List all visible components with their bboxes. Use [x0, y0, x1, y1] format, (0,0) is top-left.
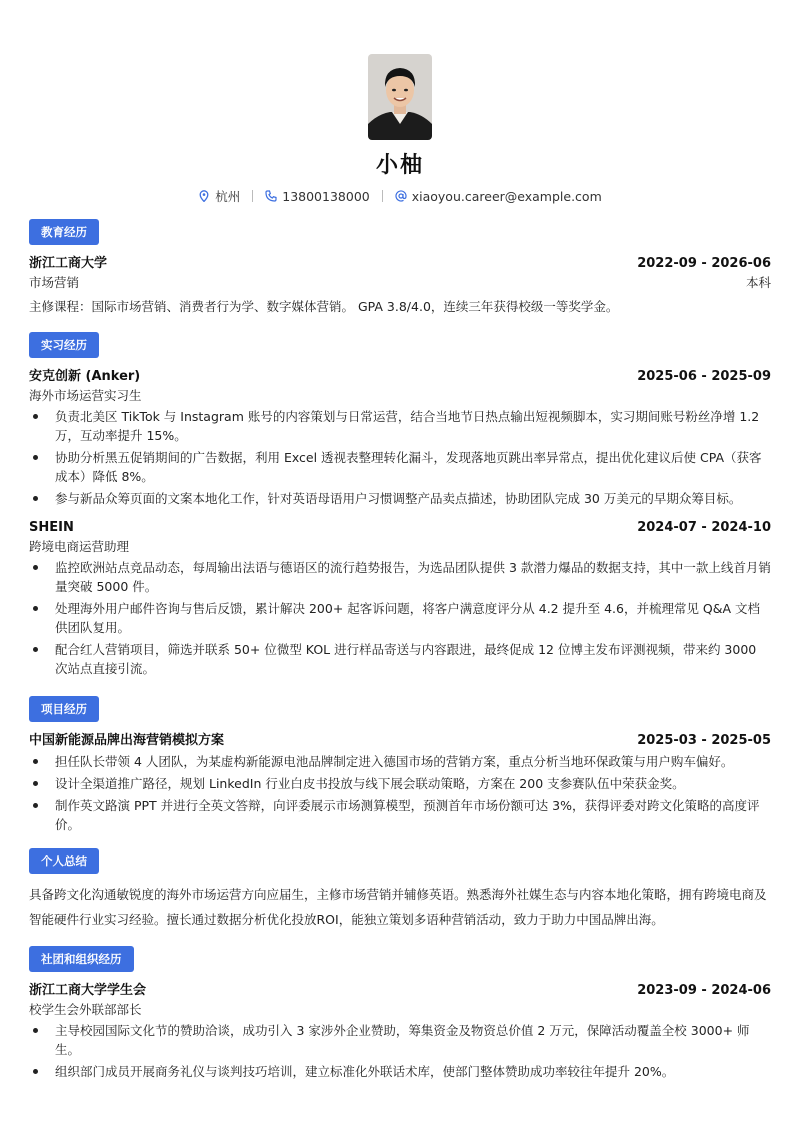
job-role: 海外市场运营实习生 [29, 388, 142, 403]
resume-body [29, 219, 771, 1084]
summary-section [29, 848, 771, 932]
location-pin-icon [198, 190, 210, 202]
internship-header [29, 367, 771, 386]
club-role: 校学生会外联部部长 [29, 1002, 142, 1017]
internship-date: 2024-07 - 2024-10 [637, 520, 771, 535]
project-header [29, 731, 771, 750]
contact-info [0, 187, 800, 205]
project-date: 2025-03 - 2025-05 [637, 733, 771, 748]
club-date: 2023-09 - 2024-06 [637, 983, 771, 998]
list-item: 配合红人营销项目，筛选并联系 50+ 位微型 KOL 进行样品寄送与内容跟进，最终促成 12 位博主发布评测视频，带来约 3000 次站点直接引流。 [29, 640, 771, 678]
list-item: 参与新品众筹页面的文案本地化工作，针对英语母语用户习惯调整产品卖点描述，协助团队完成 30 万美元的早期众筹目标。 [29, 489, 771, 508]
profile-photo [368, 54, 432, 140]
club-bullets [29, 1021, 771, 1081]
company-name: SHEIN [29, 520, 74, 535]
project-section [29, 696, 771, 834]
internship-header [29, 518, 771, 537]
list-item: 担任队长带领 4 人团队，为某虚构新能源电池品牌制定进入德国市场的营销方案，重点分析当地环保政策与用户购车偏好。 [29, 752, 771, 771]
club-name: 浙江工商大学学生会 [29, 983, 147, 998]
contact-divider [252, 190, 253, 202]
contact-location [198, 187, 240, 205]
email-text[interactable]: xiaoyou.career@example.com [411, 188, 602, 204]
section-title-clubs: 社团和组织经历 [29, 946, 134, 972]
at-email-icon [395, 190, 407, 202]
education-date: 2022-09 - 2026-06 [637, 256, 771, 271]
phone-icon [265, 190, 277, 202]
project-name: 中国新能源品牌出海营销模拟方案 [29, 733, 225, 748]
club-header [29, 981, 771, 1000]
section-title-education: 教育经历 [29, 219, 99, 245]
list-item: 主导校园国际文化节的赞助洽谈，成功引入 3 家涉外企业赞助，筹集资金及物资总价值 2 万元，保障活动覆盖全校 3000+ 师生。 [29, 1021, 771, 1059]
section-title-internship: 实习经历 [29, 332, 99, 358]
job-role: 跨境电商运营助理 [29, 539, 130, 554]
list-item: 组织部门成员开展商务礼仪与谈判技巧培训，建立标准化外联话术库，使部门整体赞助成功率较往年提升 20%。 [29, 1062, 771, 1081]
list-item: 处理海外用户邮件咨询与售后反馈，累计解决 200+ 起客诉问题，将客户满意度评分从 4.2 提升至 4.6，并梳理常见 Q&A 文档供团队复用。 [29, 599, 771, 637]
summary-text: 具备跨文化沟通敏锐度的海外市场运营方向应届生，主修市场营销并辅修英语。熟悉海外社媒生态与内容本地化策略，拥有跨境电商及智能硬件行业实习经验。擅长通过数据分析优化投放ROI，能独立策划多语种营销活动，致力于助力中国品牌出海。 [29, 887, 767, 927]
project-bullets [29, 752, 771, 834]
list-item: 监控欧洲站点竞品动态，每周输出法语与德语区的流行趋势报告，为选品团队提供 3 款潜力爆品的数据支持，其中一款上线首月销量突破 5000 件。 [29, 558, 771, 596]
internship-bullets [29, 558, 771, 678]
list-item: 协助分析黑五促销期间的广告数据，利用 Excel 透视表整理转化漏斗，发现落地页跳出率异常点，提出优化建议后使 CPA（获客成本）降低 8%。 [29, 448, 771, 486]
education-courses: 主修课程：国际市场营销、消费者行为学、数字媒体营销。 GPA 3.8/4.0，连续三年获得校级一等奖学金。 [29, 299, 619, 314]
education-section [29, 219, 771, 316]
contact-email[interactable] [395, 189, 602, 204]
company-name: 安克创新 (Anker) [29, 369, 141, 384]
list-item: 制作英文路演 PPT 并进行全英文答辩，向评委展示市场测算模型，预测首年市场份额可达 3%，获得评委对跨文化策略的高度评价。 [29, 796, 771, 834]
candidate-name: 小柚 [375, 153, 424, 178]
major: 市场营销 [29, 275, 80, 290]
resume-header [0, 0, 800, 205]
internship-section [29, 332, 771, 678]
section-title-summary: 个人总结 [29, 848, 99, 874]
location-text: 杭州 [215, 189, 241, 204]
clubs-section [29, 946, 771, 1081]
school-name: 浙江工商大学 [29, 256, 108, 271]
internship-entry [29, 367, 771, 508]
internship-entry [29, 518, 771, 678]
section-title-project: 项目经历 [29, 696, 99, 722]
phone-text: 13800138000 [282, 188, 370, 204]
education-header [29, 254, 771, 273]
education-subheader [29, 273, 771, 292]
list-item: 设计全渠道推广路径，规划 LinkedIn 行业白皮书投放与线下展会联动策略，方案在 200 支参赛队伍中荣获金奖。 [29, 774, 771, 793]
contact-divider [382, 190, 383, 202]
list-item: 负责北美区 TikTok 与 Instagram 账号的内容策划与日常运营，结合当地节日热点输出短视频脚本，实习期间账号粉丝净增 1.2 万，互动率提升 15%。 [29, 407, 771, 445]
degree: 本科 [745, 275, 771, 290]
internship-bullets [29, 407, 771, 508]
contact-phone [265, 189, 369, 204]
internship-date: 2025-06 - 2025-09 [637, 369, 771, 384]
